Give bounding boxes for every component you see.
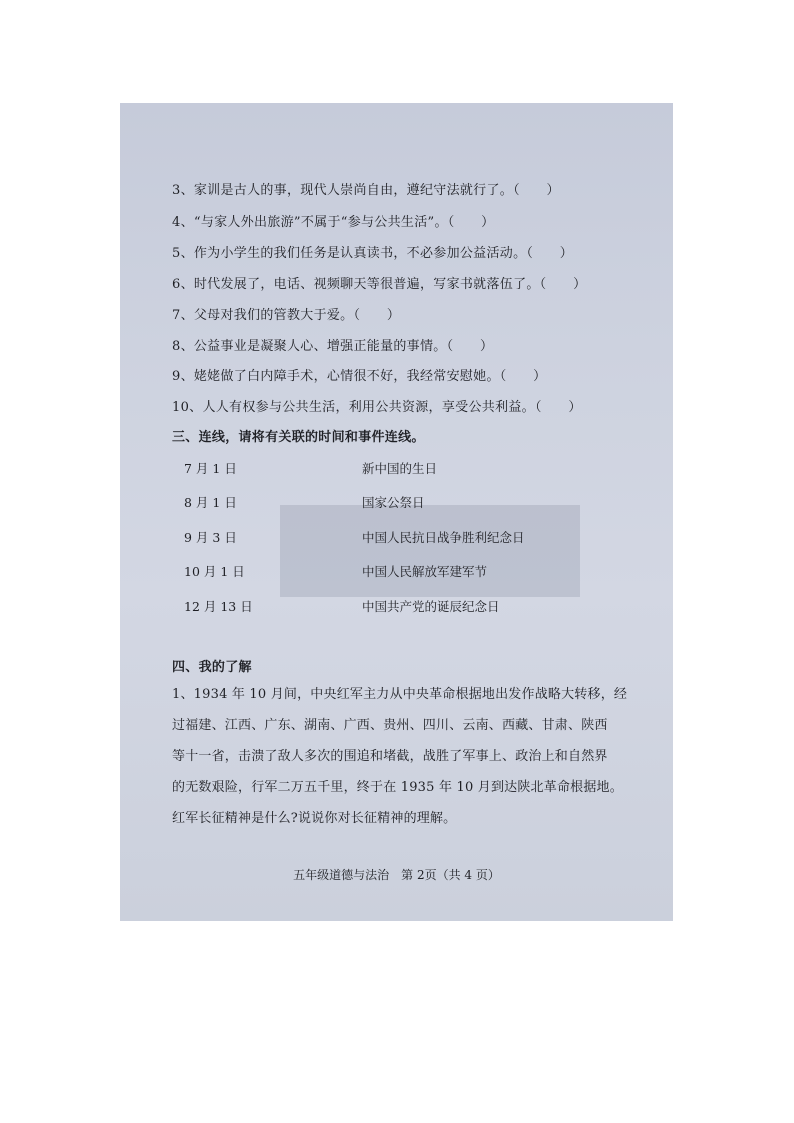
match-date: 10 月 1 日 — [184, 564, 245, 579]
section3-heading: 三、连线，请将有关联的时间和事件连线。 — [172, 430, 425, 445]
match-date: 12 月 13 日 — [184, 599, 253, 614]
section4-heading: 四、我的了解 — [172, 660, 252, 675]
match-event: 中国共产党的诞辰纪念日 — [362, 599, 500, 614]
show-through-smudge — [280, 505, 580, 597]
page-footer: 五年级道德与法治 第 2页（共 4 页） — [293, 868, 500, 882]
paragraph-line: 的无数艰险，行军二万五千里，终于在 1935 年 10 月到达陕北革命根据地。 — [172, 780, 623, 795]
paragraph-line: 红军长征精神是什么?说说你对长征精神的理解。 — [172, 811, 457, 826]
paragraph-line: 过福建、江西、广东、湖南、广西、贵州、四川、云南、西藏、甘肃、陕西 — [172, 718, 608, 733]
judgment-item-6: 6、时代发展了，电话、视频聊天等很普遍，写家书就落伍了。（ ） — [172, 277, 587, 292]
match-date: 7 月 1 日 — [184, 461, 237, 476]
judgment-item-9: 9、姥姥做了白内障手术，心情很不好，我经常安慰她。（ ） — [172, 369, 547, 384]
judgment-item-4: 4、“与家人外出旅游”不属于“参与公共生活”。（ ） — [172, 215, 495, 230]
match-date: 8 月 1 日 — [184, 495, 237, 510]
judgment-item-5: 5、作为小学生的我们任务是认真读书，不必参加公益活动。（ ） — [172, 246, 574, 261]
judgment-item-3: 3、家训是古人的事，现代人崇尚自由，遵纪守法就行了。（ ） — [172, 183, 560, 198]
judgment-item-10: 10、人人有权参与公共生活，利用公共资源，享受公共利益。（ ） — [172, 400, 582, 415]
judgment-item-7: 7、父母对我们的管教大于爱。（ ） — [172, 308, 401, 323]
exam-page-photo — [120, 103, 673, 921]
paragraph-line: 等十一省，击溃了敌人多次的围追和堵截，战胜了军事上、政治上和自然界 — [172, 749, 608, 764]
match-event: 中国人民解放军建军节 — [362, 564, 488, 579]
match-event: 中国人民抗日战争胜利纪念日 — [362, 530, 525, 545]
section4-paragraph — [172, 679, 628, 834]
match-date: 9 月 3 日 — [184, 530, 237, 545]
paragraph-line: 1、1934 年 10 月间，中央红军主力从中央革命根据地出发作战略大转移，经 — [172, 687, 628, 702]
match-event: 新中国的生日 — [362, 461, 438, 476]
judgment-item-8: 8、公益事业是凝聚人心、增强正能量的事情。（ ） — [172, 339, 494, 354]
match-event: 国家公祭日 — [362, 495, 425, 510]
